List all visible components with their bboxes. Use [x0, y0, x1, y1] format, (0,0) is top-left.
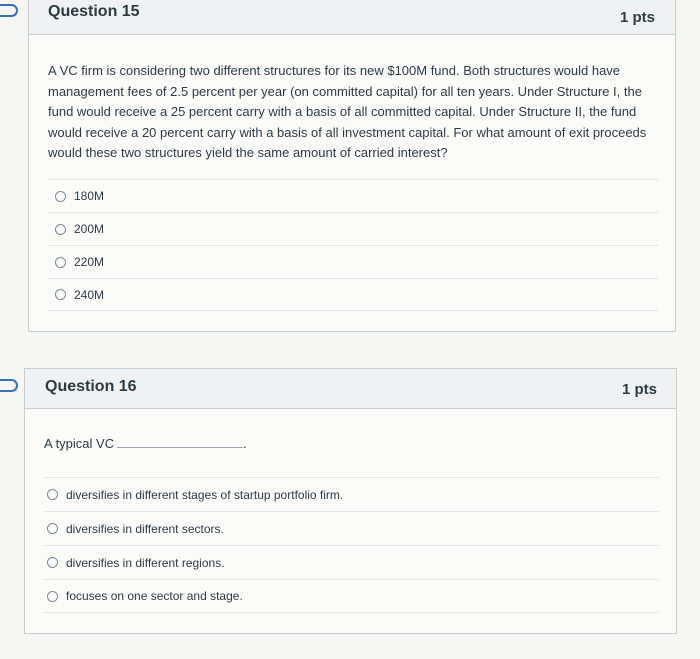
answer-label: diversifies in different regions. — [66, 555, 225, 570]
question-16-header — [25, 369, 676, 409]
question-title: Question 15 — [48, 3, 140, 20]
answer-option[interactable] — [48, 278, 658, 311]
answer-option[interactable] — [48, 179, 658, 212]
question-15-card — [28, 0, 676, 332]
answer-list — [44, 477, 659, 613]
question-15-header — [29, 0, 675, 35]
answer-option[interactable] — [44, 579, 659, 613]
radio-button[interactable] — [47, 523, 58, 534]
radio-button[interactable] — [55, 289, 66, 300]
answer-option[interactable] — [44, 545, 659, 579]
question-text: A typical VC — [44, 436, 115, 451]
radio-button[interactable] — [55, 224, 66, 235]
question-title: Question 16 — [45, 378, 137, 395]
radio-button[interactable] — [47, 489, 58, 500]
answer-option[interactable] — [44, 511, 659, 545]
question-text: A VC firm is considering two different structures for its new $100M fund. Both structures would have management fees of 2.5 percent per year (on committed capital) for all ten years. Under Structure I, the fund would receive a 25 percent carry with a basis of all committed capital. Under Structure II, the fund would receive a 20 percent carry with a basis of all investment capital. For what amount of exit proceeds would these two structures yield the same amount of carried interest? — [48, 63, 647, 160]
answer-option[interactable] — [44, 477, 659, 511]
radio-button[interactable] — [55, 257, 66, 268]
question-points: 1 pts — [621, 381, 657, 398]
question-text-suffix: . — [243, 436, 247, 451]
flag-question-icon[interactable] — [0, 379, 18, 392]
answer-label: 220M — [74, 255, 105, 269]
answer-list — [48, 179, 658, 311]
answer-label: 200M — [74, 222, 105, 236]
answer-blank — [117, 435, 243, 448]
radio-button[interactable] — [47, 557, 58, 568]
answer-label: focuses on one sector and stage. — [66, 589, 243, 603]
answer-label: 240M — [74, 287, 105, 302]
question-16-card — [24, 368, 677, 634]
answer-option[interactable] — [48, 212, 658, 245]
answer-label: 180M — [74, 189, 105, 203]
answer-label: diversifies in different stages of startup portfolio firm. — [66, 487, 344, 502]
answer-label: diversifies in different sectors. — [66, 521, 224, 536]
radio-button[interactable] — [55, 191, 66, 202]
answer-option[interactable] — [48, 245, 658, 278]
question-text-line — [44, 434, 644, 455]
radio-button[interactable] — [47, 591, 58, 602]
question-points: 1 pts — [619, 9, 655, 26]
flag-question-icon[interactable] — [0, 4, 18, 17]
